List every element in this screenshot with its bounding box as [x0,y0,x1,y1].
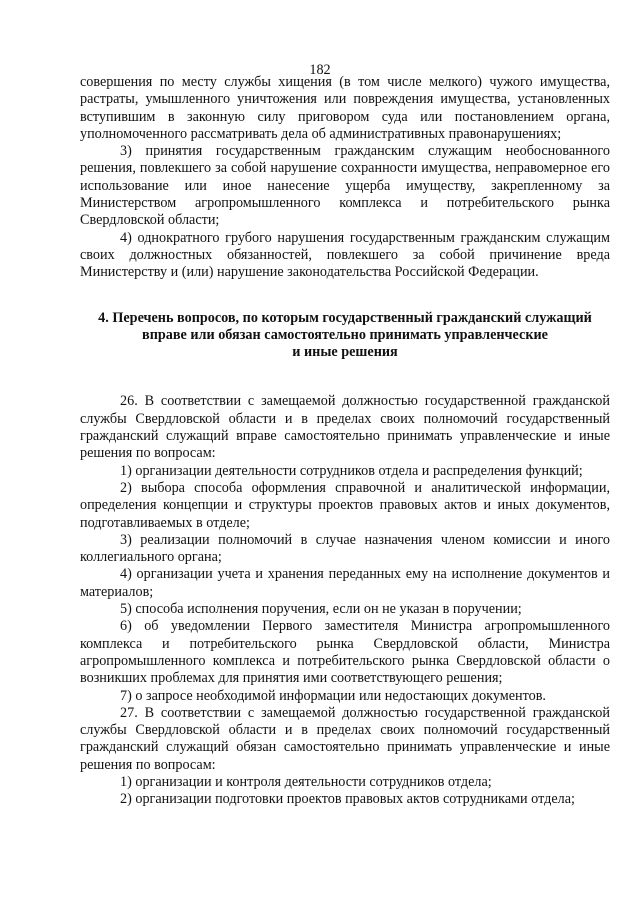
paragraph: 26. В соответствии с замещаемой должностью государственной гражданской службы Свердловской области и в пределах своих полномочий государственный гражданский служащий вправе самостоятельно принимать управленческие и иные решения по вопросам: [80,393,610,462]
list-item: 6) об уведомлении Первого заместителя Министра агропромышленного комплекса и потребительского рынка Свердловской области, Министра агропромышленного комплекса и потребительского рынка Свердловской области о возникших проблемах для принятия ими соответствующего решения; [80,618,610,687]
section-heading [80,310,610,362]
paragraph: 3) принятия государственным гражданским служащим необоснованного решения, повлекшего за собой нарушение сохранности имущества, неправомерное его использование или иное нанесение ущерба имуществу, закрепленному за Министерством агропромышленного комплекса и потребительского рынка Свердловской области; [80,143,610,229]
document-body [80,74,610,809]
page-number: 182 [309,62,331,78]
paragraph: совершения по месту службы хищения (в том числе мелкого) чужого имущества, растраты, умышленного уничтожения или повреждения имущества, установленных вступившим в законную силу приговором суда или постановлением органа, уполномоченного рассматривать дела об административных правонарушениях; [80,74,610,142]
list-item: 1) организации деятельности сотрудников отдела и распределения функций; [120,462,583,479]
section-heading-line: 4. Перечень вопросов, по которым государственный гражданский служащий [98,309,592,326]
list-item: 2) организации подготовки проектов правовых актов сотрудниками отдела; [120,791,575,808]
list-item: 3) реализации полномочий в случае назначения членом комиссии и иного коллегиального органа; [80,531,610,566]
paragraph: 4) однократного грубого нарушения государственным гражданским служащим своих должностных обязанностей, повлекшего за собой причинение вреда Министерству и (или) нарушение законодательства Российской Федерации. [80,229,610,281]
section-heading-line: вправе или обязан самостоятельно принимать управленческие [142,326,548,343]
section-heading-line: и иные решения [292,344,398,361]
list-item: 1) организации и контроля деятельности сотрудников отдела; [120,773,492,790]
list-item: 5) способа исполнения поручения, если он не указан в поручении; [120,601,522,618]
list-item: 2) выбора способа оформления справочной и аналитической информации, определения концепции и структуры проектов правовых актов и иных документов, подготавливаемых в отделе; [80,479,610,531]
list-item: 4) организации учета и хранения переданных ему на исполнение документов и материалов; [80,566,610,600]
list-item: 7) о запросе необходимой информации или недостающих документов. [120,687,546,704]
paragraph: 27. В соответствии с замещаемой должностью государственной гражданской службы Свердловской области и в пределах своих полномочий государственный гражданский служащий обязан самостоятельно принимать управленческие и иные решения по вопросам: [80,704,610,773]
